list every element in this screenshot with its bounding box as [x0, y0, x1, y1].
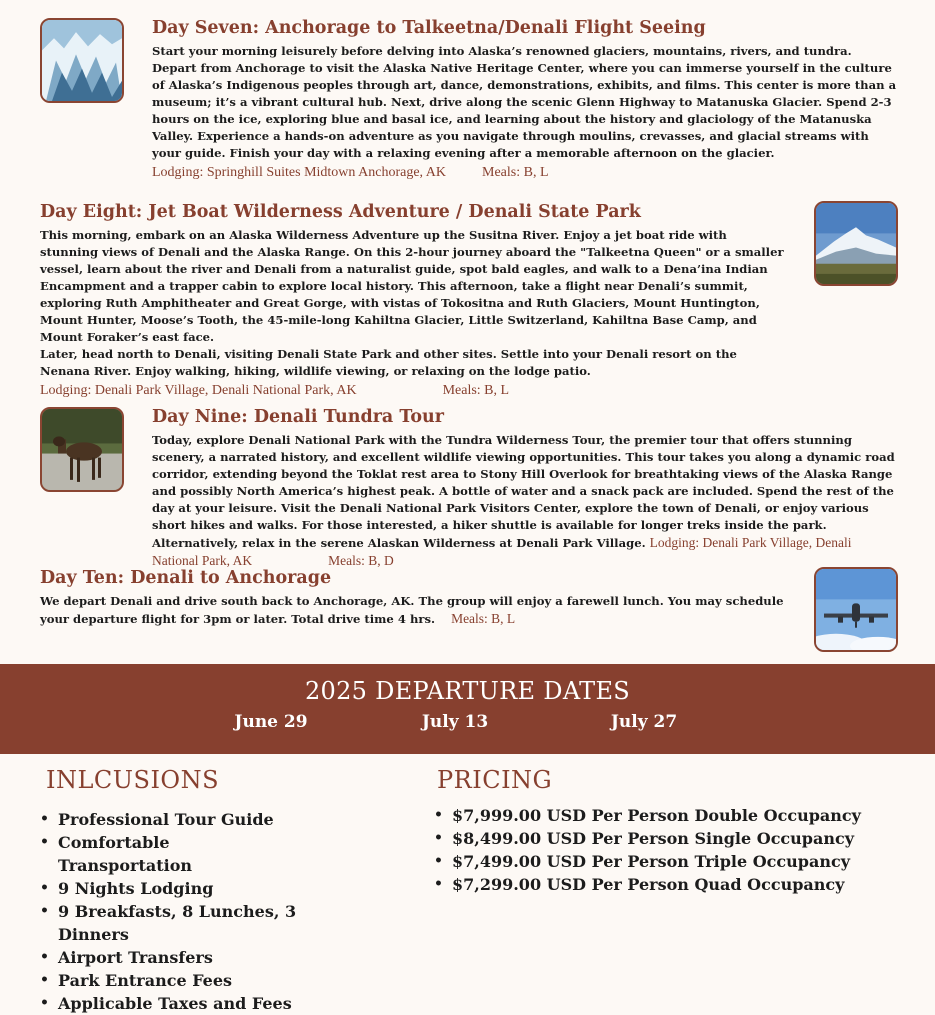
day-eight-meta — [40, 382, 785, 400]
day-eight-text-2: Later, head north to Denali, visiting Denali State Park and other sites. Settle into your Denali resort on the Nenana River. Enjoy walking, hiking, wildlife viewing, or relaxing on the lodge patio. — [40, 347, 737, 378]
inclusions-list — [40, 808, 308, 1015]
day-ten-paragraph — [40, 593, 790, 628]
list-item: • 9 Nights Lodging — [58, 877, 308, 900]
departure-date-2: July 13 — [421, 712, 489, 732]
day-ten-text: We depart Denali and drive south back to Anchorage, AK. The group will enjoy a farewell lunch. You may schedule your departure flight for 3pm or later. Total drive time 4 hrs. — [40, 594, 784, 626]
list-item: • Applicable Taxes and Fees — [58, 992, 308, 1015]
day-eight-meals: Meals: B, L — [442, 383, 510, 398]
list-item: • $8,499.00 USD Per Person Single Occupancy — [452, 827, 932, 850]
pricing-list — [434, 804, 932, 896]
departure-dates-title: 2025 DEPARTURE DATES — [304, 677, 631, 705]
day-eight-title: Day Eight: Jet Boat Wilderness Adventure / Denali State Park — [40, 202, 641, 222]
day-nine-lodging: Lodging: Denali Park Village, Denali National Park, AK — [152, 535, 852, 568]
airplane-photo-icon — [814, 567, 898, 652]
day-seven-text: Start your morning leisurely before delving into Alaska’s renowned glaciers, mountains, rivers, and tundra. Depart from Anchorage to visit the Alaska Native Heritage Center, where you can immerse yourself in the culture of Alaska’s Indigenous peoples through art, dance, demonstrations, exhibits, and films. This center is more than a museum; it’s a vibrant cultural hub. Next, drive along the scenic Glenn Highway to Matanuska Glacier. Spend 2-3 hours on the ice, exploring blue and basal ice, and learning about the history and glaciology of the Matanuska Valley. Experience a hands-on adventure as you navigate through moulins, crevasses, and glacial streams with your guide. Finish your day with a relaxing evening after a memorable afternoon on the glacier. — [152, 44, 897, 160]
day-eight-lodging: Lodging: Denali Park Village, Denali National Park, AK — [40, 383, 357, 398]
day-nine-paragraph — [152, 432, 900, 570]
list-item: • $7,999.00 USD Per Person Double Occupancy — [452, 804, 932, 827]
departure-date-1: June 29 — [234, 712, 308, 732]
day-nine-text: Today, explore Denali National Park with the Tundra Wilderness Tour, the premier tour that offers stunning scenery, a narrated history, and excellent wildlife viewing opportunities. This tour takes you along a dynamic road corridor, extending beyond the Toklat rest area to Stony Hill Overlook for breathtaking views of the Alaska Range and possibly North America’s highest peak. A bottle of water and a snack pack are included. Spend the rest of the day at your leisure. Visit the Denali National Park Visitors Center, explore the town of Denali, or enjoy various short hikes and walks. For those interested, a hiker shuttle is available for longer treks inside the park. Alternatively, relax in the serene Alaskan Wilderness at Denali Park Village. — [152, 433, 895, 550]
list-item: • $7,499.00 USD Per Person Triple Occupancy — [452, 850, 932, 873]
day-eight-text: This morning, embark on an Alaska Wilderness Adventure up the Susitna River. Enjoy a jet boat ride with stunning views of Denali and the Alaska Range. On this 2-hour journey aboard the "Talkeetna Queen" or a smaller vessel, learn about the river and Denali from a naturalist guide, spot bald eagles, and walk to a Dena’ina Indian Encampment and a trapper cabin to explore local history. This afternoon, take a flight near Denali’s summit, exploring Ruth Amphitheater and Great Gorge, with vistas of Tokositna and Ruth Glaciers, Mount Huntington, Mount Hunter, Moose’s Tooth, the 45-mile-long Kahiltna Glacier, Little Switzerland, Kahiltna Base Camp, and Mount Foraker’s east face. — [40, 228, 784, 344]
day-eight — [40, 201, 785, 400]
list-item: • Comfortable Transportation — [58, 831, 308, 877]
list-item: • Airport Transfers — [58, 946, 308, 969]
list-item: • Park Entrance Fees — [58, 969, 308, 992]
departure-date-3: July 27 — [610, 712, 678, 732]
glacier-photo-icon — [40, 18, 124, 103]
list-item: • Professional Tour Guide — [58, 808, 308, 831]
day-ten-meals: Meals: B, L — [451, 611, 516, 626]
day-nine-meals: Meals: B, D — [328, 553, 394, 568]
day-seven-meals: Meals: B, L — [482, 165, 549, 180]
day-seven — [152, 17, 900, 182]
moose-photo-icon — [40, 407, 124, 492]
list-item: • $7,299.00 USD Per Person Quad Occupancy — [452, 873, 932, 896]
day-nine — [152, 406, 900, 570]
list-item: • 9 Breakfasts, 8 Lunches, 3 Dinners — [58, 900, 308, 946]
departure-dates-band — [0, 664, 935, 754]
denali-mountain-photo-icon — [814, 201, 898, 286]
day-ten — [40, 567, 790, 628]
day-seven-meta — [152, 164, 900, 182]
day-ten-title: Day Ten: Denali to Anchorage — [40, 568, 332, 588]
day-seven-lodging: Lodging: Springhill Suites Midtown Anchorage, AK — [152, 165, 446, 180]
pricing-title: PRICING — [437, 766, 553, 794]
day-nine-title: Day Nine: Denali Tundra Tour — [152, 407, 444, 427]
inclusions-title: INLCUSIONS — [46, 766, 220, 794]
day-seven-title: Day Seven: Anchorage to Talkeetna/Denali Flight Seeing — [152, 18, 706, 38]
